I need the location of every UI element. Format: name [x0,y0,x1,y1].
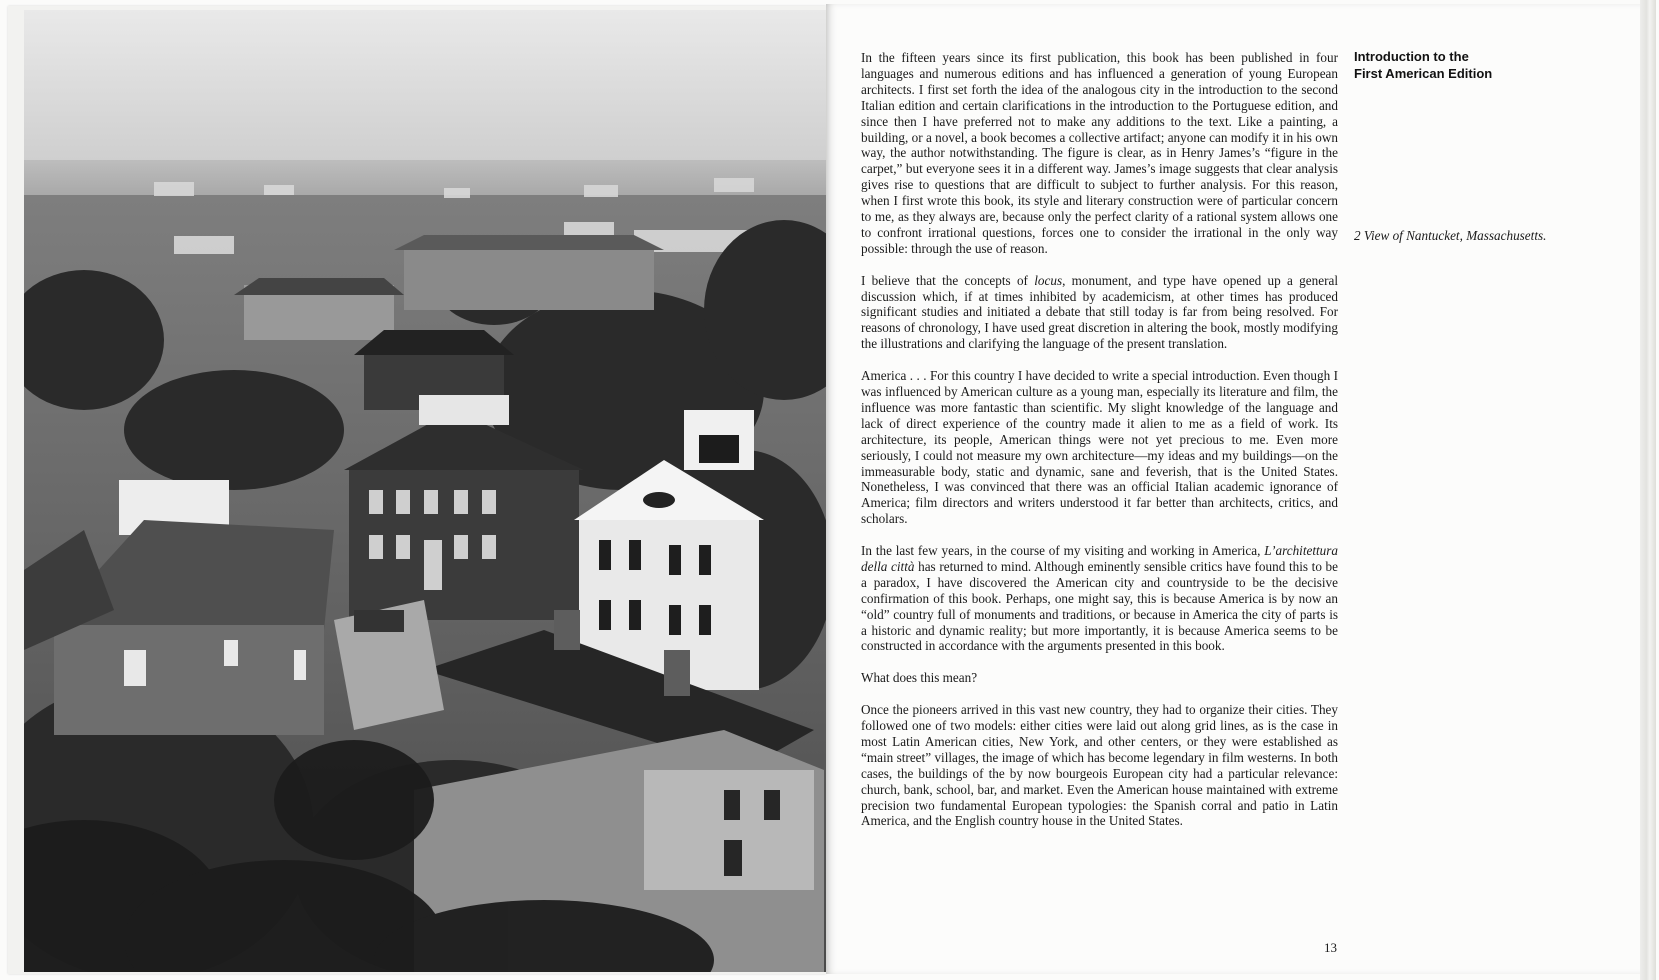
page-edge [1640,0,1656,980]
page-number: 13 [1324,940,1337,955]
paragraph-2-text-a: I believe that the concepts of [861,272,1035,288]
body-text [861,50,1338,845]
figure-caption: 2 View of Nantucket, Massachusetts. [1354,228,1547,243]
paragraph-1-text: In the fifteen years since its first publication, this book has been published in four languages and numerous editions and has influenced a generation of young European architects. I first set forth the idea of the analogous city in the introduction to the second Italian edition and certain clarifications in the introduction to the Portuguese edition, and since then I have preferred not to make any additions to the text. Like a painting, a building, or a novel, a book becomes a collective artifact; anyone can modify it in his own way, the author notwithstanding. The figure is clear, as in Henry James’s “figure in the carpet,” but everyone sees it in a different way. James’s image suggests that clear analysis gives rise to questions that are difficult to subject to further analysis. For this reason, when I first wrote this book, its style and literary construction were of particular concern to me, as they always are, because only the perfect clarity of a rational system allows one to confront irrational questions, forces one to consider the irrational in the only way possible: through the use of reason. [861,50,1338,256]
paragraph-2-italic: locus [1034,272,1063,288]
paragraph-5-text: What does this mean? [861,670,978,686]
section-title-line-2: First American Edition [1354,66,1493,81]
paragraph-1 [861,50,1338,257]
paragraph-3-text: America . . . For this country I have decided to write a special introduction. Even though I was influenced by American culture as a young man, especially its literature and film, the influence was more fantastic than scientific. My slight knowledge of the language and lack of direct experience of the country made it alien to me as a field of work. Its architecture, its people, American things were not yet precious to me. Even more seriously, I could not measure my own architecture—my ideas and my buildings—on the immeasurable body, static and dynamic, sane and feverish, that is the United States. Nonetheless, I was convinced that there was an official Italian academic ignorance of America; film directors and writers understood it far better than architects, critics, and scholars. [861,368,1338,527]
section-title-line-1: Introduction to the [1354,49,1469,64]
paragraph-4 [861,543,1338,654]
left-page [8,6,826,974]
paragraph-4-text-b: has returned to mind. Although eminently sensible critics have found this to be a paradox, I have discovered the American city and countryside to be the decisive confirmation of this book. Perhaps, one might say, this is because America is by now an “old” country full of monuments and traditions, or because in America the city of parts is a historic and dynamic reality; but more importantly, it is because America seems to be constructed in accordance with the arguments presented in this book. [861,558,1339,654]
paragraph-4-italic: L’architettura della città [861,543,1338,574]
paragraph-6 [861,702,1338,829]
paragraph-3 [861,368,1338,527]
section-title [1354,48,1594,82]
paragraph-5 [861,670,1338,686]
paragraph-2 [861,273,1338,353]
paragraph-4-text-a: In the last few years, in the course of my visiting and working in America, [861,543,1265,559]
nantucket-photo [24,10,826,972]
paragraph-2-text-b: , monument, and type have opened up a general discussion which, if at times inhibited by academicism, at other times has produced significant studies and initiated a debate that still today is far from being resolved. For reasons of chronology, I have used great discretion in altering the book, mostly modifying the illustrations and clarifying the language of the present translation. [861,272,1338,352]
paragraph-6-text: Once the pioneers arrived in this vast new country, they had to organize their cities. They followed one of two models: either cities were laid out along grid lines, as is the case in most Latin American cities, New York, and other centers, or they were established as “main street” villages, the image of which has become legendary in film westerns. In both cases, the buildings of the by now bourgeois European city had a particular relevance: church, bank, school, bar, and market. Even the American house maintained with extreme precision two fundamental European typologies: the Spanish corral and patio in Latin America, and the English country house in the United States. [861,702,1338,829]
